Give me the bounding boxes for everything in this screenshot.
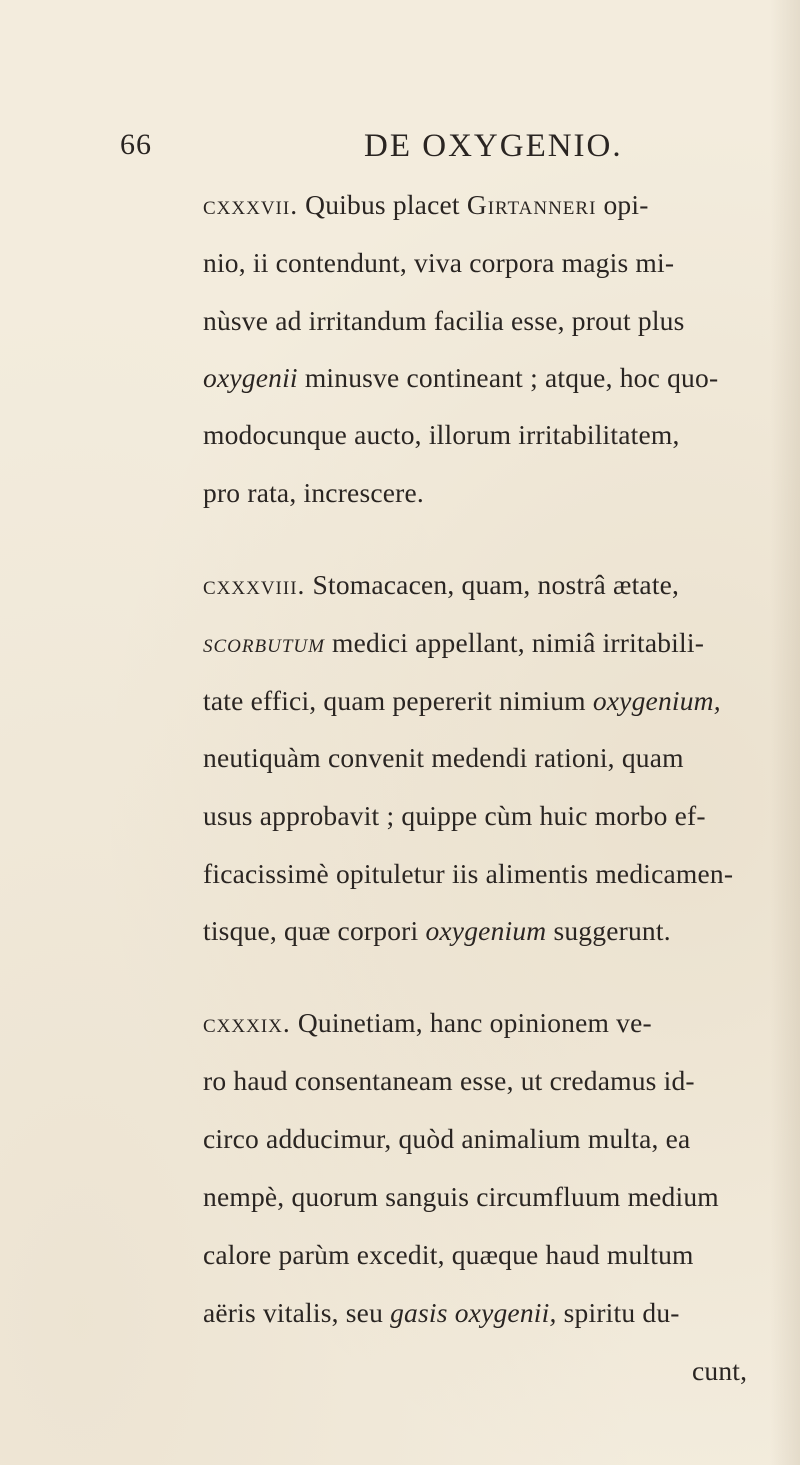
text-line bbox=[203, 1064, 695, 1098]
text-run: medici appellant, nimiâ irritabili- bbox=[324, 627, 705, 658]
page-title: DE OXYGENIO. bbox=[364, 128, 623, 164]
text-line bbox=[203, 568, 679, 602]
text-run: ro haud consentaneam esse, ut credamus id- bbox=[203, 1065, 695, 1096]
section-number: cxxxvii. bbox=[203, 189, 299, 220]
text-line bbox=[203, 1296, 680, 1330]
text-line bbox=[203, 1180, 719, 1214]
text-line bbox=[203, 684, 721, 718]
italic-term: oxygenium bbox=[425, 915, 547, 946]
catchword: cunt, bbox=[692, 1355, 748, 1386]
text-line bbox=[203, 246, 674, 280]
text-run: calore parùm excedit, quæque haud multum bbox=[203, 1239, 694, 1270]
page-edge-shadow bbox=[770, 0, 800, 1465]
text-run: minusve contineant ; atque, hoc quo- bbox=[297, 362, 719, 393]
text-run: ficacissimè opituletur iis alimentis medicamen- bbox=[203, 858, 734, 889]
text-run: neutiquàm convenit medendi rationi, quam bbox=[203, 742, 684, 773]
text-line bbox=[203, 626, 704, 660]
text-run: nio, ii contendunt, viva corpora magis mi- bbox=[203, 247, 675, 278]
text-run: Quinetiam, hanc opinionem ve- bbox=[290, 1007, 652, 1038]
text-line bbox=[203, 914, 671, 948]
text-run: Stomacacen, quam, nostrâ ætate, bbox=[305, 569, 680, 600]
italic-term: gasis oxygenii, bbox=[390, 1297, 557, 1328]
page-number: 66 bbox=[120, 128, 152, 161]
text-run: nùsve ad irritandum facilia esse, prout plus bbox=[203, 305, 685, 336]
text-line bbox=[203, 1006, 652, 1040]
text-line bbox=[203, 799, 706, 833]
text-line bbox=[203, 1122, 690, 1156]
italic-small-caps-term: scorbutum bbox=[203, 627, 325, 658]
italic-term: oxygenium, bbox=[592, 685, 721, 716]
text-line bbox=[203, 476, 424, 510]
text-run: pro rata, increscere. bbox=[203, 477, 425, 508]
text-line bbox=[203, 1238, 694, 1272]
running-head bbox=[120, 128, 720, 178]
text-line bbox=[203, 361, 718, 395]
section-number: cxxxviii. bbox=[203, 569, 306, 600]
text-line bbox=[203, 304, 685, 338]
text-run: tate effici, quam pepererit nimium bbox=[203, 685, 593, 716]
text-run: modocunque aucto, illorum irritabilitatem, bbox=[203, 419, 680, 450]
italic-term: oxygenii bbox=[203, 362, 298, 393]
text-run: aëris vitalis, seu bbox=[203, 1297, 391, 1328]
text-run: suggerunt. bbox=[546, 915, 671, 946]
text-run: tisque, quæ corpori bbox=[203, 915, 426, 946]
text-line bbox=[203, 188, 649, 222]
text-run: nempè, quorum sanguis circumfluum medium bbox=[203, 1181, 719, 1212]
text-line bbox=[203, 857, 733, 891]
text-run: spiritu du- bbox=[556, 1297, 680, 1328]
section-number: cxxxix. bbox=[203, 1007, 291, 1038]
text-run: opi- bbox=[596, 189, 649, 220]
text-line bbox=[203, 741, 684, 775]
text-run: circo adducimur, quòd animalium multa, ea bbox=[203, 1123, 691, 1154]
text-run: Quibus placet bbox=[298, 189, 467, 220]
text-run: usus approbavit ; quippe cùm huic morbo ef- bbox=[203, 800, 706, 831]
text-line bbox=[203, 418, 680, 452]
author-name: Girtanneri bbox=[466, 189, 597, 220]
